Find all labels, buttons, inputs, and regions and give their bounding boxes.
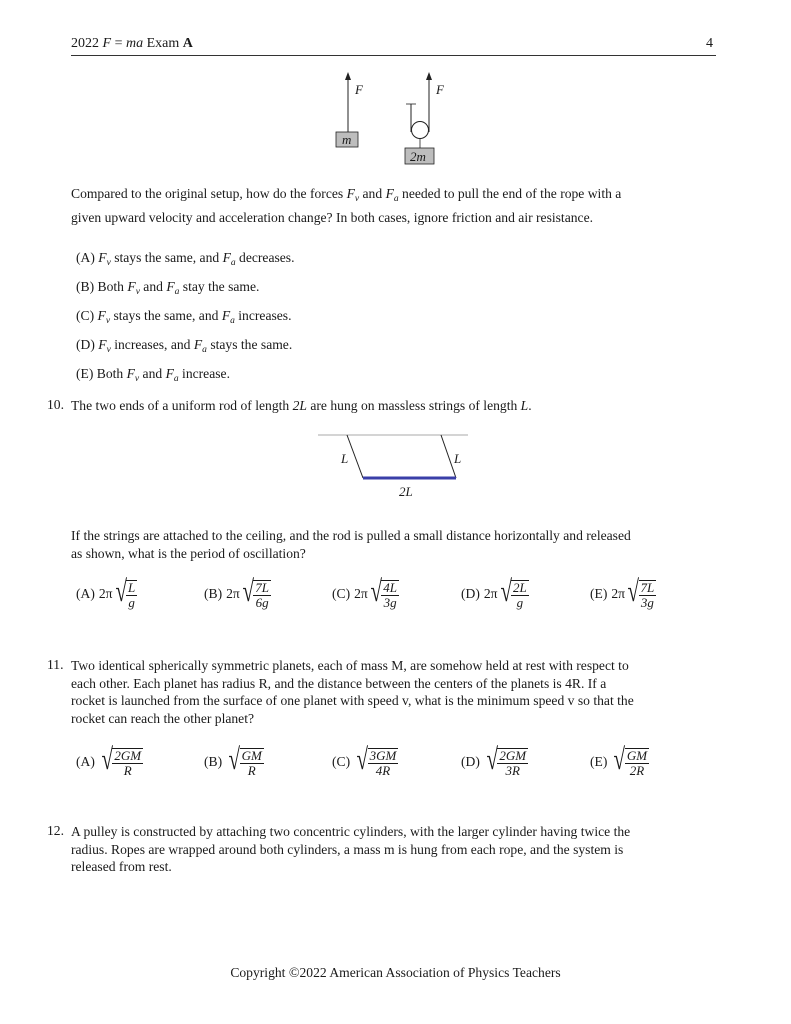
q9-sub: a: [202, 345, 207, 355]
header-eq: =: [111, 36, 126, 51]
q10-options: [0, 575, 791, 623]
q10-option-b[interactable]: [204, 575, 271, 610]
q9-fv: F: [97, 308, 106, 323]
q10-number: 10.: [47, 397, 64, 412]
sqrt-symbol: √ $\frac{3GM}{4R}$: [356, 743, 397, 778]
q11-line: rocket can reach the other planet?: [71, 710, 255, 726]
frac-num: 4L: [383, 580, 397, 595]
q11-options: [0, 743, 791, 791]
header-year: 2022: [71, 36, 103, 51]
q10-text2-line1: If the strings are attached to the ceiling, and the rod is pulled a small distance horizontally and released: [71, 528, 631, 543]
q10-2L: 2L: [292, 398, 307, 413]
sqrt-symbol: √ $\frac{2GM}{R}$: [101, 743, 142, 778]
q9-sub: a: [230, 258, 236, 268]
frac-num: 3GM: [369, 748, 397, 763]
q10-option-d[interactable]: [461, 575, 529, 610]
frac-num: 2L: [513, 580, 527, 595]
q9-fa: F: [221, 308, 231, 323]
q10-option-c[interactable]: [332, 575, 399, 610]
q9-sub: v: [135, 287, 140, 297]
q11-option-label: (B): [204, 754, 223, 769]
q9-option-label: (D): [76, 337, 95, 352]
q11-option-label: (E): [590, 754, 608, 769]
header-rule: [71, 55, 716, 56]
q9-pre: Both: [97, 279, 128, 294]
q9-mid: stays the same, and: [110, 308, 222, 323]
q11-number: 11.: [47, 657, 64, 672]
header-version: A: [182, 36, 193, 51]
frac-num: 2GM: [499, 748, 527, 763]
left-string: [347, 435, 363, 478]
frac-den: 4R: [375, 763, 391, 778]
q9-option-a[interactable]: [76, 246, 295, 275]
q11-option-label: (A): [76, 754, 95, 769]
frac-num: 7L: [640, 580, 655, 595]
q11-option-label: (C): [332, 754, 351, 769]
q10-option-label: (C): [332, 586, 351, 601]
q10-L: L: [520, 398, 529, 413]
q9-end: stay the same.: [179, 279, 260, 294]
q12-line: radius. Ropes are wrapped around both cylinders, a mass m is hung from each rope, and the system is: [71, 841, 624, 857]
q10-option-label: (D): [461, 586, 480, 601]
frac-num: 7L: [255, 580, 269, 595]
q10-option-e[interactable]: [590, 575, 656, 610]
frac-den: R: [247, 763, 256, 778]
q9-fv: F: [127, 279, 136, 294]
q10-coef: 2π: [483, 586, 498, 601]
q9-fa: F: [166, 279, 175, 294]
q9-fv: F: [98, 337, 107, 352]
q9-t6: needed to pull the end of the rope with a: [398, 186, 622, 201]
mass-label-right: 2m: [410, 149, 426, 164]
sqrt-symbol: √ $\frac{7L}{3g}$: [627, 575, 655, 610]
q11-line: rocket is launched from the surface of one planet with speed v, what is the minimum speed v so that the: [71, 693, 634, 708]
q9-sub: v: [105, 316, 111, 326]
q10-coef: 2π: [98, 586, 113, 601]
q11-option-c[interactable]: [332, 743, 398, 778]
q9-sub: v: [106, 258, 111, 268]
header-ma: ma: [125, 36, 144, 51]
q9-sub: a: [230, 316, 235, 326]
q10-option-label: (B): [204, 586, 223, 601]
q9-text: [71, 185, 721, 226]
q9-mid: increases, and: [110, 337, 194, 352]
copyright-footer: [0, 965, 791, 982]
q9-fa: F: [193, 337, 203, 352]
rod-left-string-label: L: [341, 451, 349, 466]
q9-option-label: (E): [76, 366, 94, 381]
rod-right-string-label: L: [454, 451, 462, 466]
q9-sub: v: [106, 345, 111, 355]
q9-option-label: (C): [76, 308, 95, 323]
sqrt-symbol: √ $\frac{L}{g}$: [115, 575, 136, 610]
q9-line2: given upward velocity and acceleration change? In both cases, ignore friction and air resistance.: [71, 209, 594, 225]
q10-ta: The two ends of a uniform rod of length: [71, 398, 293, 413]
sqrt-symbol: √ $\frac{4L}{3g}$: [370, 575, 397, 610]
q9-option-d[interactable]: [76, 333, 295, 362]
q9-option-b[interactable]: [76, 275, 295, 304]
copyright-icon: ©: [288, 966, 300, 981]
header-exam: Exam: [143, 36, 183, 51]
q10-text2: [71, 527, 721, 562]
q10-coef: 2π: [354, 586, 368, 601]
q9-mid: and: [139, 366, 166, 381]
q9-option-c[interactable]: [76, 304, 295, 333]
q9-t0: Compared to the original setup, how do the forces: [71, 186, 347, 201]
frac-den: 3g: [640, 595, 654, 610]
sqrt-symbol: √ $\frac{2L}{g}$: [500, 575, 527, 610]
q12-text: [71, 823, 721, 876]
q11-line: Two identical spherically symmetric planets, each of mass M, are somehow held at rest with respect to: [71, 658, 629, 673]
q9-line1: [71, 185, 721, 209]
rod-length-label: 2L: [399, 484, 413, 499]
q9-end: decreases.: [235, 250, 295, 265]
q10-tc: .: [528, 398, 532, 413]
q9-fa: F: [165, 366, 174, 381]
page-header: [71, 36, 193, 52]
q9-mid: and: [139, 279, 167, 294]
mass-label-left: m: [342, 132, 352, 147]
frac-num: L: [128, 580, 136, 595]
q9-sub: a: [174, 287, 180, 297]
q9-t5: a: [393, 194, 399, 204]
frac-num: GM: [626, 748, 648, 763]
frac-den: 3g: [383, 595, 397, 610]
q9-pre: Both: [96, 366, 127, 381]
q9-fa: F: [222, 250, 231, 265]
q9-option-e[interactable]: [76, 362, 295, 391]
q9-t1: F: [346, 186, 355, 201]
q10-text: [71, 397, 532, 415]
frac-den: g: [516, 595, 524, 610]
frac-den: 2R: [629, 763, 645, 778]
q9-t4: F: [385, 186, 394, 201]
footer-text-b: 2022 American Association of Physics Teachers: [299, 965, 561, 980]
frac-den: 3R: [505, 763, 520, 778]
frac-den: g: [128, 595, 135, 610]
q9-t2: v: [354, 194, 360, 204]
sqrt-symbol: √ $\frac{2GM}{3R}$: [486, 743, 527, 778]
q9-t3: and: [359, 186, 386, 201]
q11-line: each other. Each planet has radius R, and the distance between the centers of the planets is 4R. If a: [71, 675, 607, 691]
force-label-right: F: [436, 82, 444, 97]
q9-sub: a: [173, 374, 179, 384]
q9-end: increase.: [178, 366, 230, 381]
q9-end: stays the same.: [206, 337, 293, 352]
q12-line: A pulley is constructed by attaching two concentric cylinders, with the larger cylinder having twice the: [71, 824, 631, 839]
sqrt-symbol: √ $\frac{GM}{R}$: [228, 743, 262, 778]
q10-text2-line2: as shown, what is the period of oscillation?: [71, 545, 306, 561]
q10-tb: are hung on massless strings of length: [306, 398, 521, 413]
frac-num: 2GM: [114, 748, 142, 763]
frac-num: GM: [241, 748, 262, 763]
q9-end: increases.: [234, 308, 292, 323]
q9-options: [76, 246, 295, 391]
q10-coef: 2π: [611, 586, 626, 601]
q9-sub: v: [134, 374, 140, 384]
q11-option-label: (D): [461, 754, 480, 769]
q9-fv: F: [126, 366, 135, 381]
q11-option-b[interactable]: [204, 743, 264, 778]
q9-option-label: (B): [76, 279, 95, 294]
page-number: 4: [706, 36, 713, 51]
q12-line: released from rest.: [71, 859, 172, 874]
q10-option-label: (A): [76, 586, 95, 601]
q11-text: [71, 657, 721, 727]
sqrt-symbol: √ $\frac{7L}{6g}$: [242, 575, 269, 610]
frac-den: 6g: [255, 595, 269, 610]
sqrt-symbol: √ $\frac{GM}{2R}$: [613, 743, 648, 778]
force-label-left: F: [355, 82, 363, 97]
q11-option-a[interactable]: [76, 743, 143, 778]
frac-den: R: [123, 763, 132, 778]
rod-figure: [315, 428, 475, 488]
header-F: F: [102, 36, 112, 51]
q10-option-label: (E): [590, 586, 608, 601]
footer-text-a: Copyright: [230, 965, 289, 980]
q12-number: 12.: [47, 823, 64, 838]
q9-option-label: (A): [76, 250, 95, 265]
q9-mid: stays the same, and: [110, 250, 223, 265]
q11-option-e[interactable]: [590, 743, 649, 778]
q9-fv: F: [98, 250, 107, 265]
q10-coef: 2π: [226, 586, 240, 601]
q10-option-a[interactable]: [76, 575, 137, 610]
q11-option-d[interactable]: [461, 743, 528, 778]
